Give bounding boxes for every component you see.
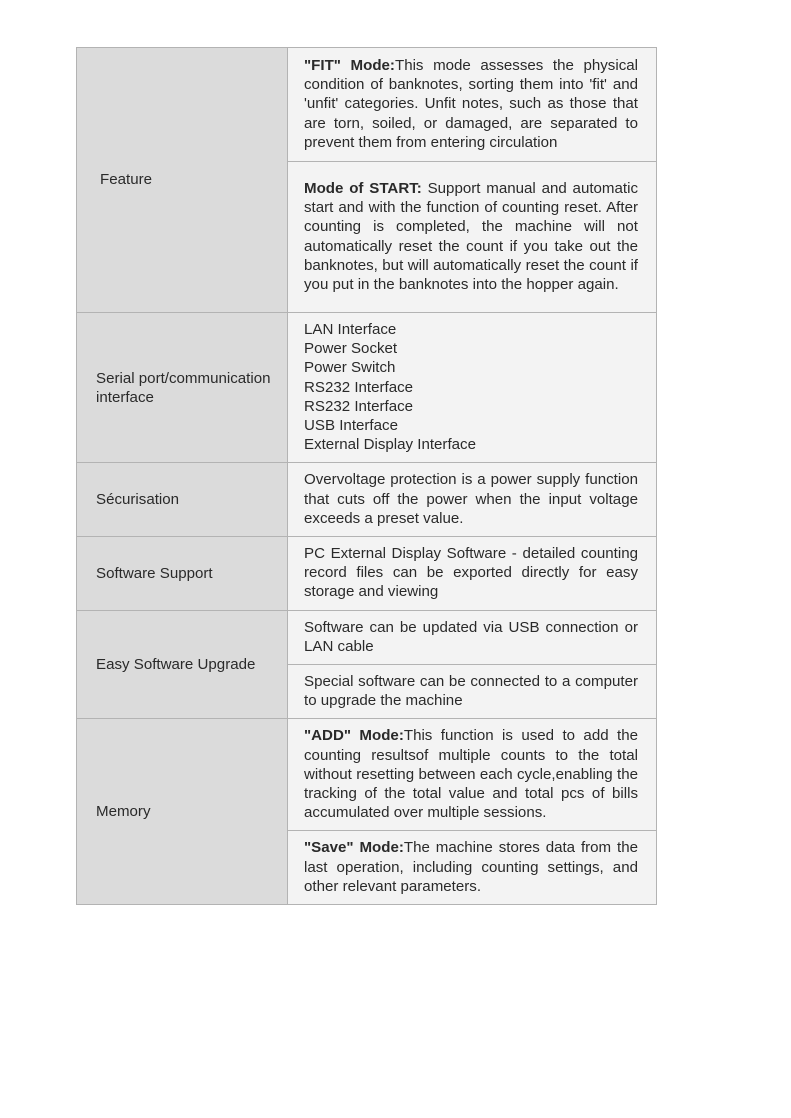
save-mode-cell (288, 831, 657, 905)
table-row-securisation (77, 463, 657, 537)
list-item: Power Switch (304, 359, 396, 377)
fit-mode-text: This mode assesses the physical condition of banknotes, sorting them into 'fit' and 'unfit' categories. Unfit notes, such as those that are torn, soiled, or damaged, are separated to prevent them from entering circulation (304, 56, 638, 151)
table-row-upgrade-usb (77, 610, 657, 664)
upgrade-label: Easy Software Upgrade (77, 610, 288, 719)
save-mode-text: The machine stores data from the last operation, including counting settings, and other relevant parameters. (304, 839, 638, 895)
list-item: Power Socket (304, 340, 398, 358)
serial-label: Serial port/communication interface (77, 313, 288, 463)
save-mode-title: "Save" Mode: (304, 839, 404, 857)
table-row-memory-add (77, 719, 657, 831)
securisation-label: Sécurisation (77, 463, 288, 537)
serial-interface-list (288, 313, 657, 463)
software-support-label: Software Support (77, 537, 288, 611)
securisation-text: Overvoltage protection is a power supply function that cuts off the power when the input voltage exceeds a preset value. (288, 463, 657, 537)
list-item: RS232 Interface (304, 397, 414, 415)
spec-table (76, 47, 657, 905)
upgrade-usb-text: Software can be updated via USB connection or LAN cable (288, 610, 657, 664)
list-item: External Display Interface (304, 436, 476, 454)
add-mode-title: "ADD" Mode: (304, 727, 404, 745)
memory-label: Memory (77, 719, 288, 905)
table-row-feature-fit (77, 48, 657, 162)
table-row-serial (77, 313, 657, 463)
list-item: USB Interface (304, 417, 398, 435)
add-mode-text: This function is used to add the counting resultsof multiple counts to the total without resetting between each cycle,enabling the tracking of the total value and total pcs of bills accumulated over multiple sessions. (304, 727, 638, 822)
upgrade-special-text: Special software can be connected to a computer to upgrade the machine (288, 665, 657, 719)
start-mode-title: Mode of START: (304, 179, 422, 197)
list-item: LAN Interface (304, 321, 397, 338)
table-row-software-support (77, 537, 657, 611)
start-mode-text: Support manual and automatic start and with the function of counting reset. After counting is completed, the machine will not automatically reset the count if you take out the banknotes, but will automatically reset the count if you put in the banknotes into the hopper again. (304, 179, 638, 293)
list-item: RS232 Interface (304, 378, 414, 396)
fit-mode-title: "FIT" Mode: (304, 56, 395, 74)
feature-label: Feature (77, 48, 288, 313)
start-mode-cell (288, 162, 657, 313)
fit-mode-cell (288, 48, 657, 162)
add-mode-cell (288, 719, 657, 831)
software-support-text: PC External Display Software - detailed counting record files can be exported directly for easy storage and viewing (288, 537, 657, 611)
